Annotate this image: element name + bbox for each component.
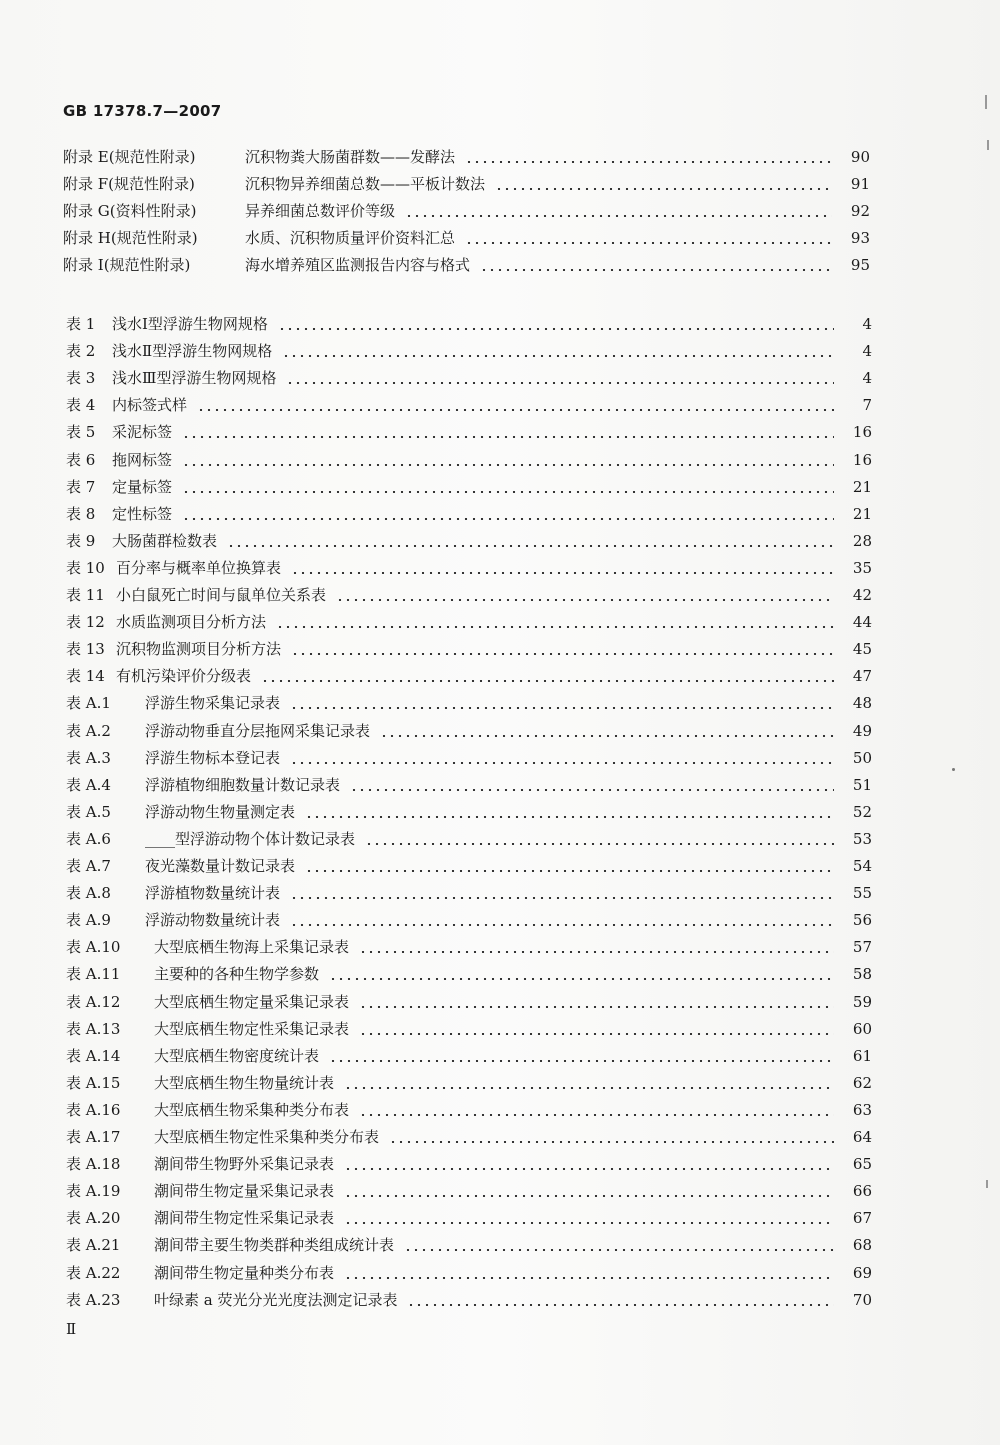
table-entry[interactable] bbox=[66, 798, 872, 822]
entry-title: 浮游生物采集记录表 bbox=[145, 694, 281, 713]
leader-dots bbox=[282, 355, 834, 357]
leader-dots bbox=[305, 870, 834, 872]
entry-page-number: 42 bbox=[852, 586, 872, 604]
entry-title: 浅水Ⅲ型浮游生物网规格 bbox=[112, 369, 277, 388]
appendix-entry[interactable] bbox=[63, 251, 870, 275]
entry-title: 潮间带生物野外采集记录表 bbox=[154, 1155, 335, 1174]
table-entry[interactable] bbox=[66, 418, 872, 442]
entry-label: 表 2 bbox=[66, 342, 96, 361]
entry-page-number: 51 bbox=[852, 775, 872, 794]
entry-label: 表 A.20 bbox=[66, 1209, 121, 1228]
table-entry[interactable] bbox=[66, 1042, 872, 1066]
entry-label: 表 12 bbox=[66, 613, 105, 632]
leader-dots bbox=[359, 951, 834, 953]
leader-dots bbox=[480, 269, 832, 271]
table-entry[interactable] bbox=[66, 310, 872, 334]
table-entry[interactable] bbox=[66, 608, 872, 632]
leader-dots bbox=[291, 572, 834, 574]
entry-label: 附录 F(规范性附录) bbox=[63, 175, 195, 193]
leader-dots bbox=[182, 464, 834, 466]
table-entry[interactable] bbox=[66, 906, 872, 930]
leader-dots bbox=[305, 816, 834, 818]
appendix-entry[interactable] bbox=[63, 197, 870, 221]
entry-label: 表 A.17 bbox=[66, 1128, 121, 1146]
entry-title: 大型底栖生物定性采集记录表 bbox=[154, 1019, 350, 1038]
entry-title: 潮间带主要生物类群种类组成统计表 bbox=[154, 1236, 395, 1255]
entry-label: 表 A.6 bbox=[66, 829, 111, 848]
entry-page-number: 4 bbox=[862, 342, 872, 361]
table-entry[interactable] bbox=[66, 744, 872, 768]
entry-label: 表 A.14 bbox=[66, 1046, 121, 1065]
entry-title: 浮游植物细胞数量计数记录表 bbox=[145, 775, 341, 794]
entry-label: 表 4 bbox=[66, 396, 96, 415]
appendix-entry[interactable] bbox=[63, 224, 870, 248]
entry-page-number: 44 bbox=[852, 613, 872, 632]
entry-page-number: 16 bbox=[852, 423, 872, 442]
entry-page-number: 49 bbox=[852, 721, 872, 740]
entry-page-number: 53 bbox=[852, 829, 872, 848]
entry-label: 表 A.23 bbox=[66, 1290, 121, 1309]
entry-page-number: 90 bbox=[850, 148, 870, 166]
entry-title: 夜光藻数量计数记录表 bbox=[145, 857, 296, 875]
entry-page-number: 50 bbox=[852, 748, 872, 767]
entry-page-number: 70 bbox=[852, 1290, 872, 1309]
scan-edge-mark bbox=[985, 95, 987, 109]
leader-dots bbox=[344, 1087, 834, 1089]
entry-title: 有机污染评价分级表 bbox=[116, 667, 252, 686]
entry-label: 表 A.9 bbox=[66, 911, 111, 930]
entry-title: 水质、沉积物质量评价资料汇总 bbox=[245, 229, 456, 247]
entry-page-number: 66 bbox=[852, 1182, 872, 1201]
entry-title: 大肠菌群检数表 bbox=[112, 531, 218, 550]
table-entry[interactable] bbox=[66, 581, 872, 605]
leader-dots bbox=[350, 789, 834, 791]
leader-dots bbox=[336, 599, 834, 601]
entry-label: 表 1 bbox=[66, 315, 96, 333]
leader-dots bbox=[286, 382, 834, 384]
entry-title: 内标签式样 bbox=[112, 396, 188, 415]
entry-page-number: 93 bbox=[850, 229, 870, 247]
entry-title: 大型底栖生物密度统计表 bbox=[154, 1046, 320, 1065]
table-entry[interactable] bbox=[66, 500, 872, 524]
leader-dots bbox=[359, 1033, 834, 1035]
entry-label: 表 A.12 bbox=[66, 992, 121, 1011]
entry-title: 大型底栖生物定量采集记录表 bbox=[154, 992, 350, 1011]
table-entry[interactable] bbox=[66, 1177, 872, 1201]
entry-title: 拖网标签 bbox=[112, 450, 173, 469]
table-entry[interactable] bbox=[66, 988, 872, 1012]
entry-title: 浅水Ⅰ型浮游生物网规格 bbox=[112, 315, 268, 333]
leader-dots bbox=[389, 1141, 834, 1143]
table-entry[interactable] bbox=[66, 337, 872, 361]
entry-label: 表 14 bbox=[66, 667, 105, 686]
entry-title: 潮间带生物定性采集记录表 bbox=[154, 1209, 335, 1228]
entry-label: 表 7 bbox=[66, 477, 96, 496]
entry-label: 表 13 bbox=[66, 640, 105, 659]
entry-page-number: 61 bbox=[852, 1046, 872, 1065]
scan-speck bbox=[952, 768, 955, 771]
entry-title: 采泥标签 bbox=[112, 423, 173, 442]
entry-label: 附录 G(资料性附录) bbox=[63, 202, 197, 220]
entry-title: 主要种的各种生物学参数 bbox=[154, 965, 320, 984]
table-entry[interactable] bbox=[66, 662, 872, 686]
entry-page-number: 59 bbox=[852, 992, 872, 1011]
entry-title: 沉积物粪大肠菌群数——发酵法 bbox=[245, 148, 456, 166]
leader-dots bbox=[359, 1006, 834, 1008]
entry-label: 附录 E(规范性附录) bbox=[63, 148, 196, 166]
entry-title: 百分率与概率单位换算表 bbox=[116, 558, 282, 577]
leader-dots bbox=[182, 518, 834, 520]
table-entry[interactable] bbox=[66, 771, 872, 795]
leader-dots bbox=[329, 1060, 834, 1062]
entry-label: 表 5 bbox=[66, 423, 96, 442]
leader-dots bbox=[290, 707, 834, 709]
leader-dots bbox=[182, 491, 834, 493]
entry-label: 附录 H(规范性附录) bbox=[63, 229, 198, 247]
entry-page-number: 65 bbox=[852, 1155, 872, 1174]
table-entry[interactable] bbox=[66, 527, 872, 551]
entry-page-number: 16 bbox=[852, 450, 872, 469]
table-entry[interactable] bbox=[66, 1096, 872, 1120]
entry-title: 小白鼠死亡时间与鼠单位关系表 bbox=[116, 586, 327, 604]
standard-code-header: GB 17378.7—2007 bbox=[63, 102, 222, 120]
entry-label: 附录 I(规范性附录) bbox=[63, 256, 191, 274]
entry-label: 表 A.4 bbox=[66, 775, 111, 794]
entry-page-number: 55 bbox=[852, 884, 872, 903]
table-entry[interactable] bbox=[66, 635, 872, 659]
table-entry[interactable] bbox=[66, 1286, 872, 1310]
leader-dots bbox=[344, 1168, 834, 1170]
entry-label: 表 A.8 bbox=[66, 884, 111, 903]
leader-dots bbox=[182, 436, 834, 438]
table-entry[interactable] bbox=[66, 879, 872, 903]
entry-label: 表 3 bbox=[66, 369, 96, 388]
entry-label: 表 A.10 bbox=[66, 938, 121, 957]
entry-page-number: 48 bbox=[852, 694, 872, 713]
entry-page-number: 56 bbox=[852, 911, 872, 930]
entry-label: 表 A.2 bbox=[66, 721, 111, 740]
table-entry[interactable] bbox=[66, 554, 872, 578]
entry-label: 表 A.22 bbox=[66, 1263, 121, 1282]
table-entry[interactable] bbox=[66, 825, 872, 849]
entry-title: 定量标签 bbox=[112, 477, 173, 496]
entry-page-number: 7 bbox=[862, 396, 872, 415]
leader-dots bbox=[227, 545, 834, 547]
entry-label: 表 A.19 bbox=[66, 1182, 121, 1201]
leader-dots bbox=[290, 924, 834, 926]
table-entry[interactable] bbox=[66, 852, 872, 876]
leader-dots bbox=[329, 978, 834, 980]
table-entry[interactable] bbox=[66, 1123, 872, 1147]
leader-dots bbox=[495, 188, 832, 190]
leader-dots bbox=[380, 735, 834, 737]
table-entry[interactable] bbox=[66, 473, 872, 497]
leader-dots bbox=[344, 1195, 834, 1197]
leader-dots bbox=[465, 161, 832, 163]
entry-title: 定性标签 bbox=[112, 504, 173, 523]
entry-title: 浅水Ⅱ型浮游生物网规格 bbox=[112, 342, 273, 361]
entry-page-number: 91 bbox=[850, 175, 870, 193]
entry-title: 浮游植物数量统计表 bbox=[145, 884, 281, 903]
entry-label: 表 A.21 bbox=[66, 1236, 121, 1255]
entry-page-number: 4 bbox=[862, 369, 872, 388]
table-entry[interactable] bbox=[66, 933, 872, 957]
leader-dots bbox=[359, 1114, 834, 1116]
table-entry[interactable] bbox=[66, 1259, 872, 1283]
entry-page-number: 21 bbox=[852, 477, 872, 496]
table-entry[interactable] bbox=[66, 391, 872, 415]
leader-dots bbox=[291, 653, 834, 655]
entry-page-number: 28 bbox=[852, 531, 872, 550]
table-entry[interactable] bbox=[66, 717, 872, 741]
entry-page-number: 57 bbox=[852, 938, 872, 957]
entry-page-number: 95 bbox=[850, 256, 870, 274]
table-entry[interactable] bbox=[66, 1150, 872, 1174]
entry-page-number: 62 bbox=[852, 1073, 872, 1092]
leader-dots bbox=[276, 626, 834, 628]
leader-dots bbox=[290, 762, 834, 764]
entry-page-number: 92 bbox=[850, 202, 870, 220]
entry-label: 表 9 bbox=[66, 531, 96, 550]
entry-title: 浮游动物垂直分层拖网采集记录表 bbox=[145, 721, 371, 740]
entry-label: 表 11 bbox=[66, 586, 105, 604]
entry-label: 表 A.5 bbox=[66, 802, 111, 821]
entry-page-number: 58 bbox=[852, 965, 872, 984]
scan-edge-mark bbox=[986, 1180, 988, 1188]
entry-title: 浮游动物数量统计表 bbox=[145, 911, 281, 930]
table-entry[interactable] bbox=[66, 1204, 872, 1228]
entry-page-number: 64 bbox=[852, 1128, 872, 1146]
entry-title: 异养细菌总数评价等级 bbox=[245, 202, 396, 220]
entry-page-number: 69 bbox=[852, 1263, 872, 1282]
entry-page-number: 47 bbox=[852, 667, 872, 686]
leader-dots bbox=[407, 1304, 834, 1306]
entry-page-number: 67 bbox=[852, 1209, 872, 1228]
entry-label: 表 8 bbox=[66, 504, 96, 523]
entry-page-number: 52 bbox=[852, 802, 872, 821]
entry-label: 表 A.15 bbox=[66, 1073, 121, 1092]
table-entry[interactable] bbox=[66, 1015, 872, 1039]
entry-title: 叶绿素 a 荧光分光光度法测定记录表 bbox=[154, 1290, 398, 1309]
entry-title: 潮间带生物定量采集记录表 bbox=[154, 1182, 335, 1201]
entry-title: 潮间带生物定量种类分布表 bbox=[154, 1263, 335, 1282]
entry-title: 大型底栖生物采集种类分布表 bbox=[154, 1100, 350, 1119]
entry-label: 表 6 bbox=[66, 450, 96, 469]
table-entry[interactable] bbox=[66, 689, 872, 713]
entry-page-number: 21 bbox=[852, 504, 872, 523]
leader-dots bbox=[344, 1222, 834, 1224]
entry-title: 海水增养殖区监测报告内容与格式 bbox=[245, 256, 471, 274]
entry-page-number: 68 bbox=[852, 1236, 872, 1255]
entry-page-number: 35 bbox=[852, 558, 872, 577]
leader-dots bbox=[404, 1249, 834, 1251]
table-entry[interactable] bbox=[66, 446, 872, 470]
table-entry[interactable] bbox=[66, 1231, 872, 1255]
entry-label: 表 A.13 bbox=[66, 1019, 121, 1038]
entry-page-number: 4 bbox=[862, 315, 872, 333]
leader-dots bbox=[290, 897, 834, 899]
entry-page-number: 60 bbox=[852, 1019, 872, 1038]
leader-dots bbox=[197, 409, 834, 411]
entry-title: 大型底栖生物海上采集记录表 bbox=[154, 938, 350, 957]
leader-dots bbox=[278, 328, 834, 330]
page-numeral: Ⅱ bbox=[66, 1320, 77, 1338]
entry-page-number: 63 bbox=[852, 1100, 872, 1119]
entry-label: 表 A.11 bbox=[66, 965, 121, 984]
leader-dots bbox=[365, 843, 834, 845]
entry-title: 水质监测项目分析方法 bbox=[116, 613, 267, 632]
leader-dots bbox=[405, 215, 832, 217]
entry-label: 表 A.3 bbox=[66, 748, 111, 767]
entry-title: 沉积物异养细菌总数——平板计数法 bbox=[245, 175, 486, 193]
table-entry[interactable] bbox=[66, 364, 872, 388]
leader-dots bbox=[261, 680, 834, 682]
entry-title: 沉积物监测项目分析方法 bbox=[116, 640, 282, 659]
appendix-entry[interactable] bbox=[63, 170, 870, 194]
entry-title: ____型浮游动物个体计数记录表 bbox=[145, 829, 356, 848]
entry-title: 大型底栖生物生物量统计表 bbox=[154, 1073, 335, 1092]
entry-label: 表 A.1 bbox=[66, 694, 111, 713]
entry-title: 浮游生物标本登记表 bbox=[145, 748, 281, 767]
leader-dots bbox=[344, 1277, 834, 1279]
entry-title: 浮游动物生物量测定表 bbox=[145, 802, 296, 821]
table-entry[interactable] bbox=[66, 960, 872, 984]
entry-label: 表 A.16 bbox=[66, 1100, 121, 1119]
leader-dots bbox=[465, 242, 832, 244]
table-entry[interactable] bbox=[66, 1069, 872, 1093]
entry-title: 大型底栖生物定性采集种类分布表 bbox=[154, 1128, 380, 1146]
appendix-entry[interactable] bbox=[63, 143, 870, 167]
entry-label: 表 A.7 bbox=[66, 857, 111, 875]
entry-label: 表 10 bbox=[66, 558, 105, 577]
entry-label: 表 A.18 bbox=[66, 1155, 121, 1174]
entry-page-number: 45 bbox=[852, 640, 872, 659]
scan-edge-mark bbox=[987, 140, 989, 150]
entry-page-number: 54 bbox=[852, 857, 872, 875]
